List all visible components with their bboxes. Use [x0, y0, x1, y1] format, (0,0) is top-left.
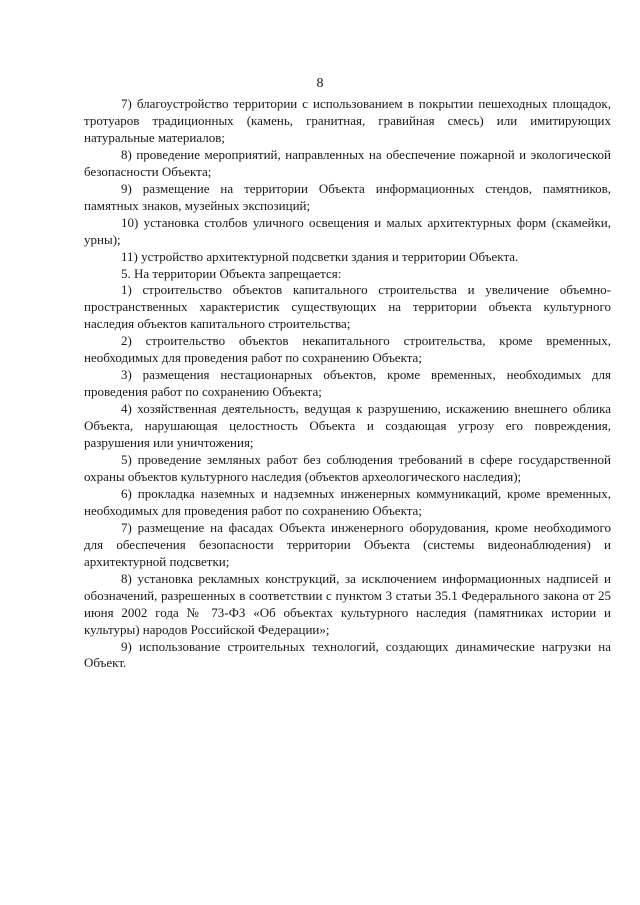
- page-number: 8: [316, 76, 324, 91]
- paragraph: 11) устройство архитектурной подсветки здания и территории Объекта.: [121, 248, 519, 264]
- paragraph: 9) размещение на территории Объекта информационных стендов, памятников, памятных знаков, музейных экспозиций;: [84, 180, 611, 213]
- section-heading: 5. На территории Объекта запрещается:: [121, 265, 342, 281]
- paragraph: 2) строительство объектов некапитального строительства, кроме временных, необходимых для проведения работ по сохранению Объекта;: [84, 333, 611, 366]
- paragraph: 7) размещение на фасадах Объекта инженерного оборудования, кроме необходимого для обеспечения безопасности территории Объекта (системы видеонаблюдения) и архитектурной подсветки;: [84, 519, 611, 569]
- document-body: [84, 96, 611, 672]
- paragraph: 1) строительство объектов капитального строительства и увеличение объемно-пространственных характеристик существующих на территории объекта культурного наследия объектов капитального строительства;: [84, 282, 611, 332]
- paragraph: 3) размещения нестационарных объектов, кроме временных, необходимых для проведения работ по сохранению Объекта;: [84, 367, 611, 400]
- paragraph: 4) хозяйственная деятельность, ведущая к разрушению, искажению внешнего облика Объекта, нарушающая целостность Объекта и создающая угрозу его повреждения, разрушения или уничтожения;: [84, 401, 611, 451]
- paragraph: 8) проведение мероприятий, направленных на обеспечение пожарной и экологической безопасности Объекта;: [84, 146, 611, 179]
- paragraph: 9) использование строительных технологий, создающих динамические нагрузки на Объект.: [84, 638, 611, 671]
- paragraph: 10) установка столбов уличного освещения и малых архитектурных форм (скамейки, урны);: [84, 214, 611, 247]
- paragraph: 8) установка рекламных конструкций, за исключением информационных надписей и обозначений, разрешенных в соответствии с пунктом 3 статьи 35.1 Федерального закона от 25 июня 2002 года № 73-ФЗ «Об объектах культурного наследия (памятниках истории и культуры) народов Российской Федерации»;: [84, 570, 611, 637]
- paragraph: 5) проведение земляных работ без соблюдения требований в сфере государственной охраны объектов культурного наследия (объектов археологического наследия);: [84, 452, 611, 484]
- paragraph: 7) благоустройство территории с использованием в покрытии пешеходных площадок, тротуаров традиционных (камень, гранитная, гравийная смесь) или имитирующих натуральные материалов;: [84, 96, 611, 145]
- paragraph: 6) прокладка наземных и надземных инженерных коммуникаций, кроме временных, необходимых для проведения работ по сохранению Объекта;: [84, 485, 611, 518]
